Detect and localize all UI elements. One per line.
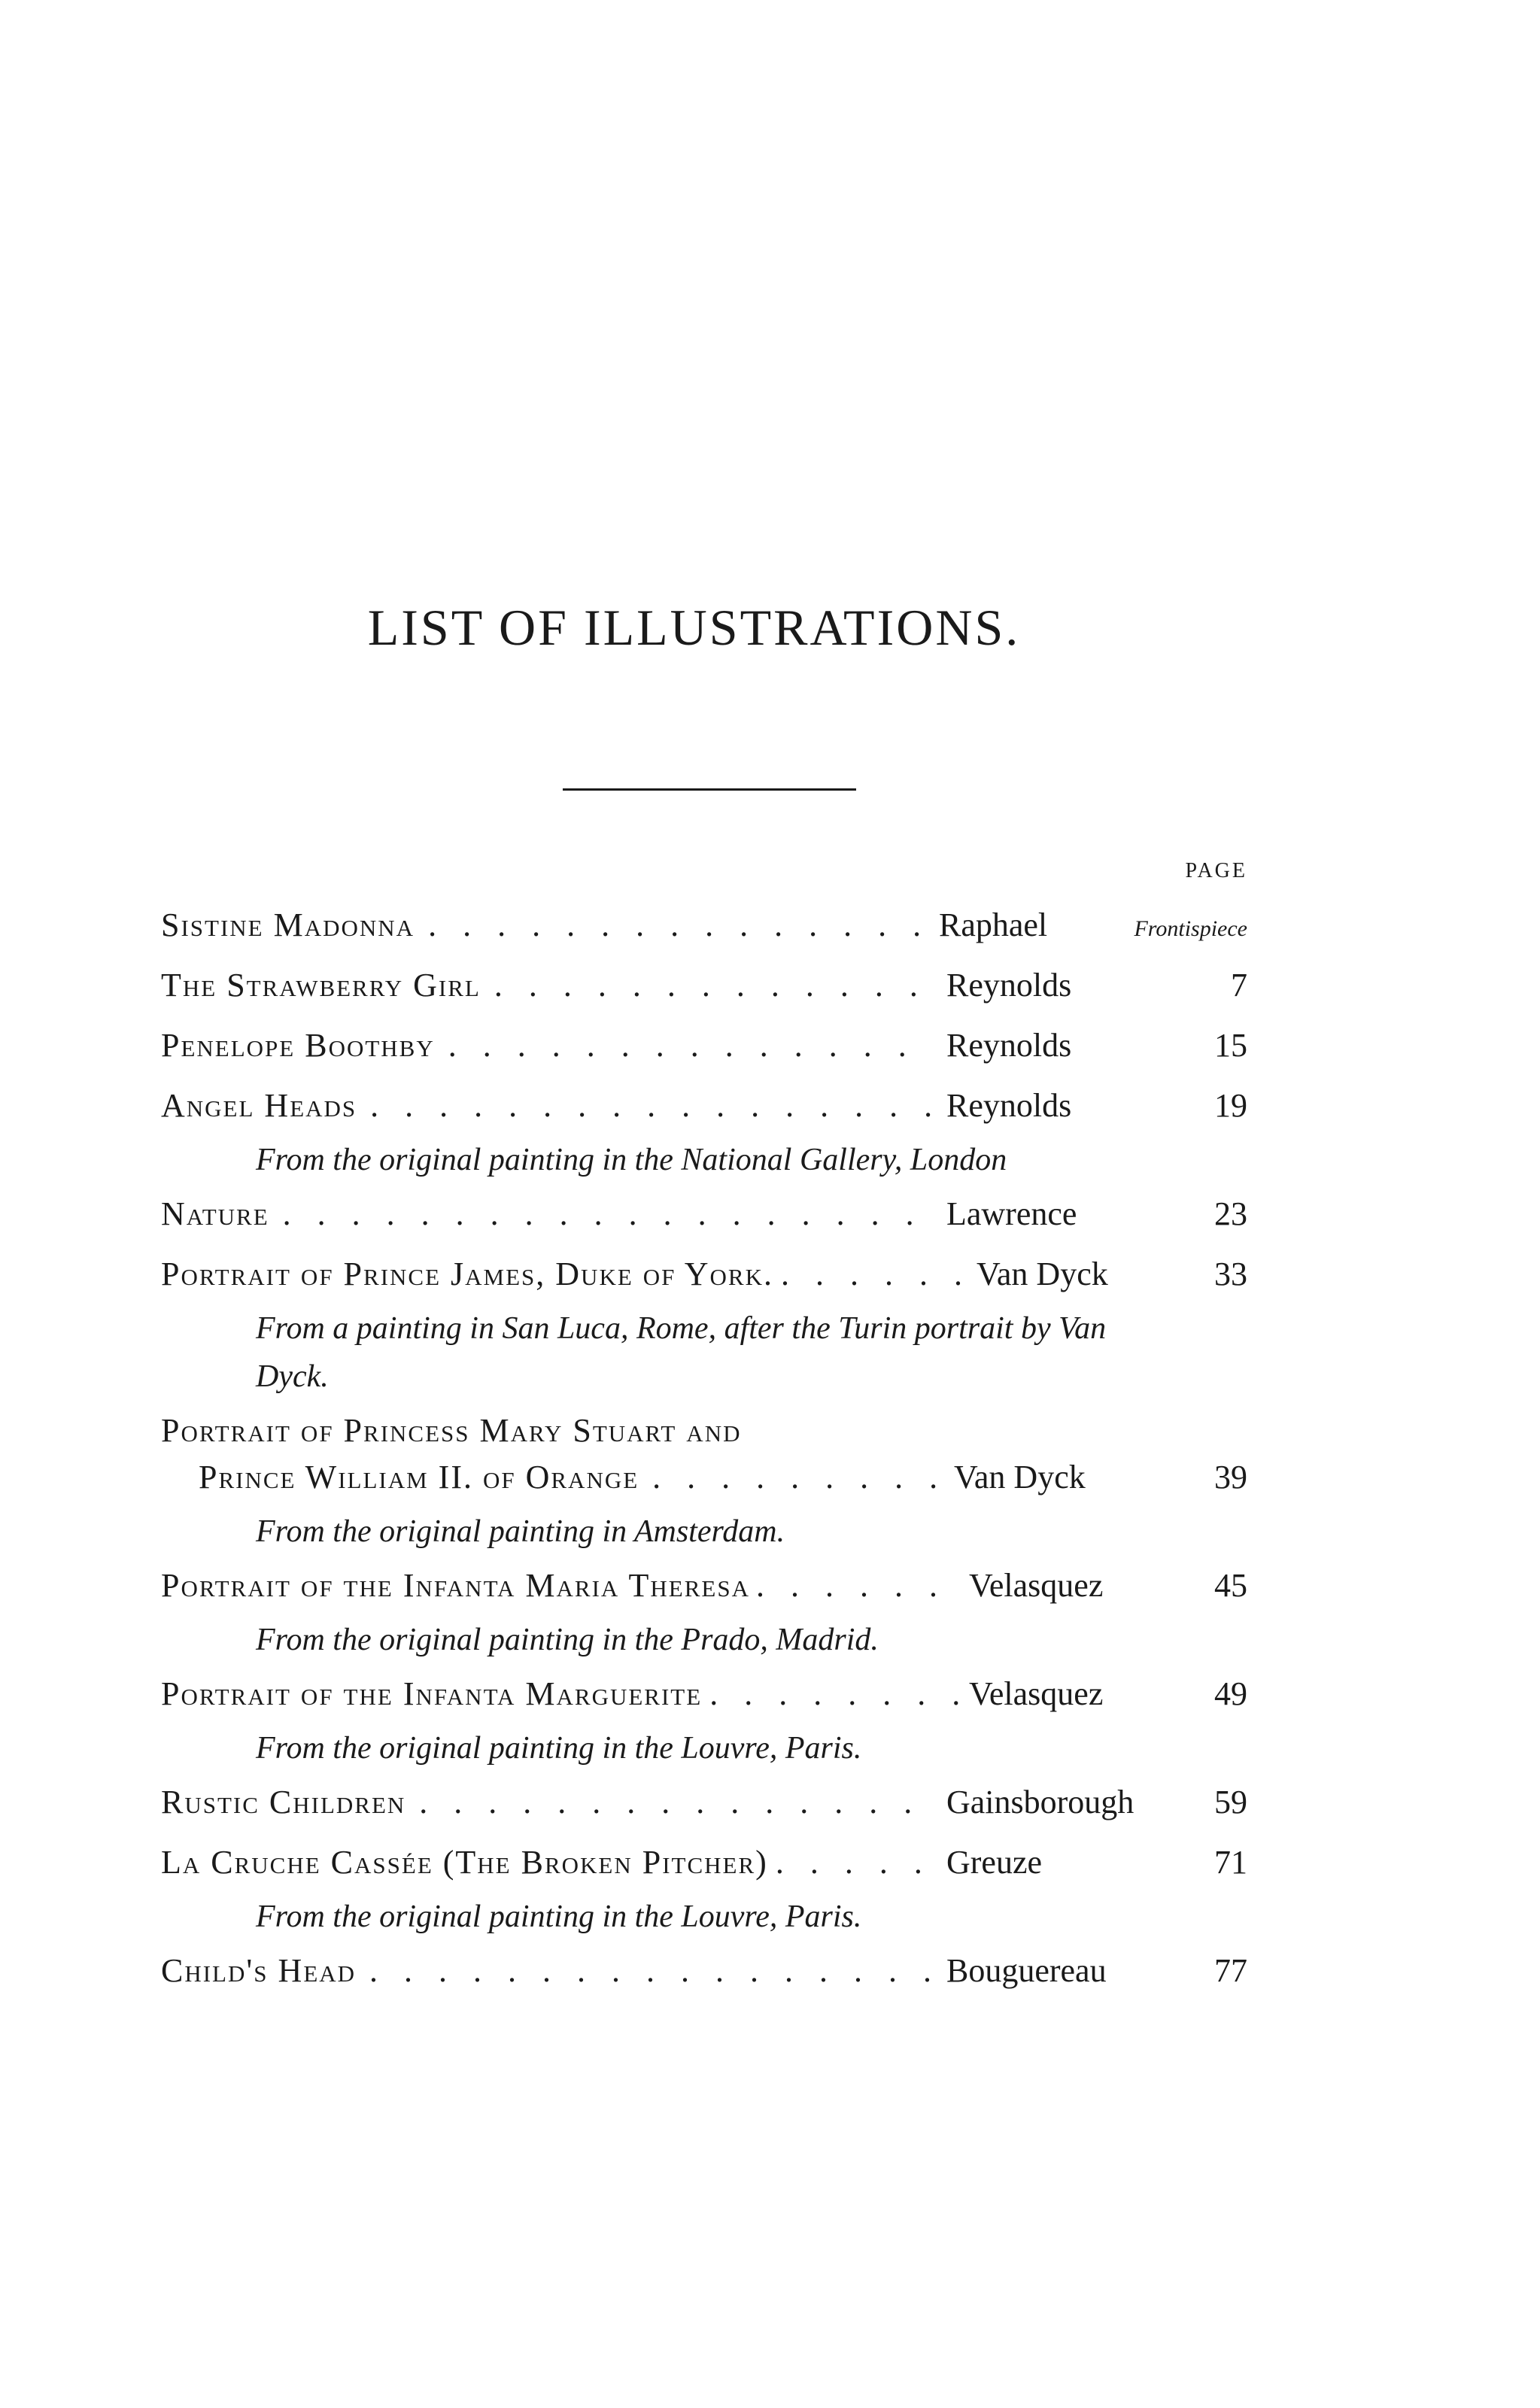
- entry-title: Portrait of the Infanta Marguerite: [161, 1675, 703, 1712]
- list-item: [161, 1772, 1247, 1833]
- entry-page: 71: [1214, 1844, 1247, 1881]
- list-item: [161, 1016, 1247, 1076]
- entry-page: 15: [1214, 1027, 1247, 1064]
- page-column-label: PAGE: [1185, 859, 1247, 882]
- leader-dots: [776, 1833, 939, 1893]
- entry-title: Portrait of the Infanta Maria Theresa: [161, 1567, 750, 1604]
- leader-dots: [428, 895, 925, 955]
- entry-artist: Velasquez: [969, 1675, 1104, 1712]
- leader-dots: [370, 1076, 933, 1136]
- entry-page: 59: [1214, 1784, 1247, 1820]
- entry-title-line1: Portrait of Princess Mary Stuart and: [161, 1412, 742, 1449]
- entry-artist: Raphael: [939, 906, 1048, 943]
- entry-artist: Lawrence: [946, 1195, 1077, 1232]
- entry-artist: Gainsborough: [946, 1784, 1134, 1820]
- entry-title: Angel Heads: [161, 1087, 357, 1124]
- list-item: [161, 895, 1247, 955]
- list-item: [161, 1941, 1247, 2001]
- leader-dots: [283, 1184, 933, 1244]
- entry-artist: Van Dyck: [977, 1256, 1108, 1292]
- entry-page: 7: [1231, 967, 1247, 1004]
- leader-dots: [419, 1772, 933, 1833]
- leader-dots: [709, 1664, 961, 1724]
- entry-title: Nature: [161, 1195, 269, 1232]
- leader-dots: [448, 1016, 933, 1076]
- entry-artist: Velasquez: [969, 1567, 1104, 1604]
- leader-dots: [652, 1447, 940, 1508]
- entry-artist: Reynolds: [946, 1027, 1072, 1064]
- entry-title: Rustic Children: [161, 1784, 406, 1820]
- entry-page: Frontispiece: [1134, 916, 1247, 941]
- leader-dots: [494, 955, 933, 1016]
- list-item: [161, 1401, 1247, 1556]
- leader-dots: [756, 1556, 963, 1616]
- entry-title-line2: Prince William II. of Orange: [199, 1459, 639, 1496]
- leader-dots: [781, 1244, 969, 1304]
- entry-page: 23: [1214, 1195, 1247, 1232]
- list-item: [161, 1556, 1247, 1664]
- entry-page: 19: [1214, 1087, 1247, 1124]
- entry-title: La Cruche Cassée (The Broken Pitcher): [161, 1844, 768, 1881]
- entry-page: 33: [1214, 1256, 1247, 1292]
- entry-page: 49: [1214, 1675, 1247, 1712]
- entry-page: 45: [1214, 1567, 1247, 1604]
- entry-title: Penelope Boothby: [161, 1027, 435, 1064]
- entry-artist: Van Dyck: [954, 1459, 1086, 1496]
- entry-note: From a painting in San Luca, Rome, after the Turin portrait by Van Dyck.: [256, 1311, 1107, 1394]
- entry-artist: Reynolds: [946, 967, 1072, 1004]
- title-rule: [563, 788, 856, 791]
- entry-artist: Bouguereau: [946, 1952, 1107, 1989]
- entry-note: From the original painting in the National Gallery, London: [256, 1143, 1007, 1177]
- entry-title: Portrait of Prince James, Duke of York.: [161, 1256, 773, 1292]
- entry-note: From the original painting in the Louvre, Paris.: [256, 1899, 862, 1934]
- list-item: [161, 955, 1247, 1016]
- entry-note: From the original painting in the Prado, Madrid.: [256, 1623, 879, 1657]
- illustrations-list: [161, 895, 1247, 2001]
- entry-note: From the original painting in Amsterdam.: [256, 1514, 785, 1549]
- entry-title: Child's Head: [161, 1952, 357, 1989]
- entry-title: Sistine Madonna: [161, 906, 415, 943]
- list-item: [161, 1664, 1247, 1772]
- list-item: [161, 1076, 1247, 1184]
- list-item: [161, 1184, 1247, 1244]
- list-item: [161, 1244, 1247, 1401]
- leader-dots: [369, 1941, 933, 2001]
- entry-artist: Reynolds: [946, 1087, 1072, 1124]
- entry-note: From the original painting in the Louvre, Paris.: [256, 1731, 862, 1766]
- entry-title: The Strawberry Girl: [161, 967, 481, 1004]
- entry-artist: Greuze: [946, 1844, 1043, 1881]
- page-title: LIST OF ILLUSTRATIONS.: [367, 599, 1021, 656]
- entry-page: 77: [1214, 1952, 1247, 1989]
- list-item: [161, 1833, 1247, 1941]
- entry-page: 39: [1214, 1459, 1247, 1496]
